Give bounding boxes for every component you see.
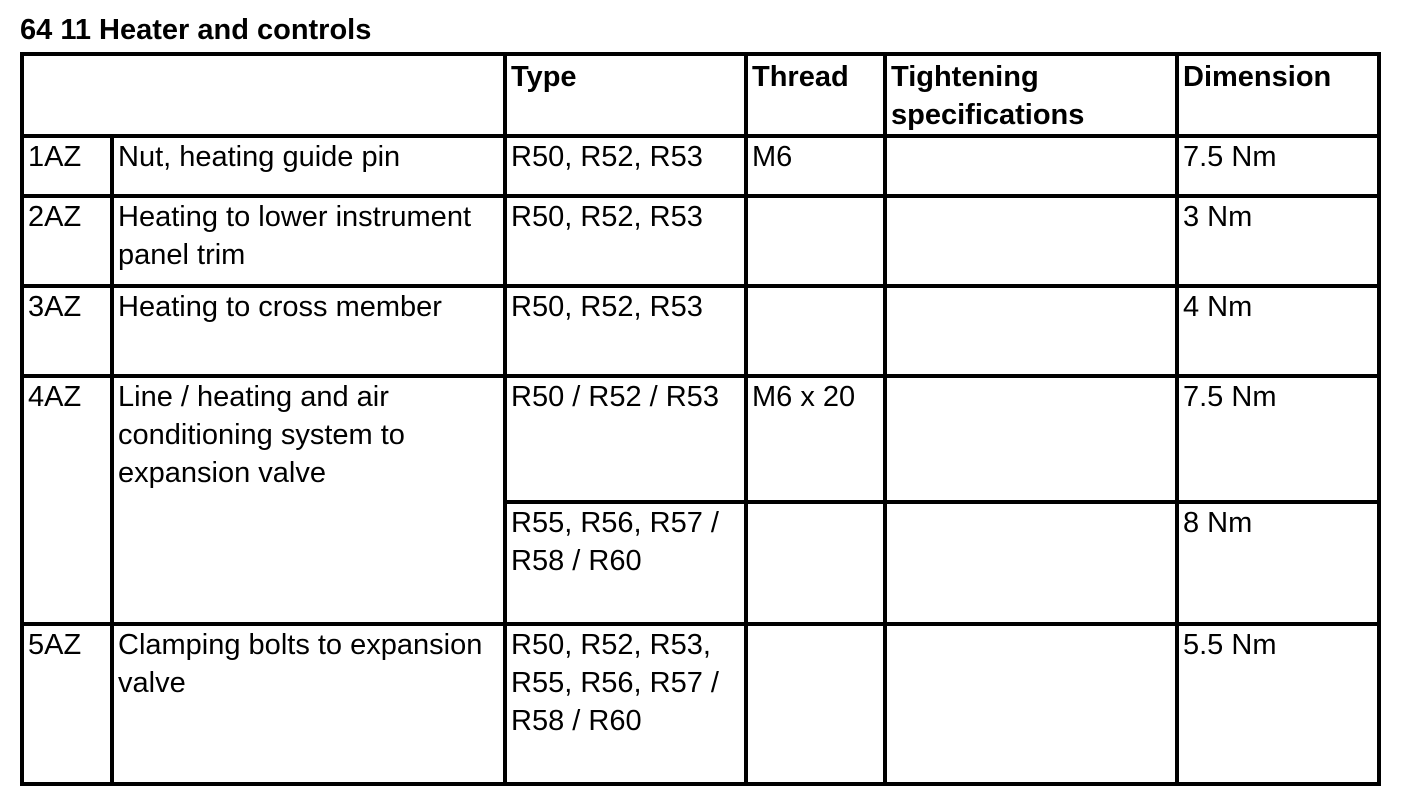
row-thread: M6 x 20 [746,376,885,502]
header-dimension: Dimension [1177,54,1379,136]
row-tightening [885,196,1177,286]
row-dimension: 7.5 Nm [1177,136,1379,196]
row-thread: M6 [746,136,885,196]
row-thread [746,286,885,376]
header-item [22,54,505,136]
header-type: Type [505,54,746,136]
header-thread: Thread [746,54,885,136]
row-description: Clamping bolts to expansion valve [112,624,505,784]
row-position: 2AZ [22,196,112,286]
document-title: 64 11 Heater and controls [20,14,372,46]
row-thread [746,624,885,784]
row-type: R50, R52, R53 [505,286,746,376]
row-position: 5AZ [22,624,112,784]
table-row [22,136,1379,196]
row-type: R50, R52, R53, R55, R56, R57 / R58 / R60 [505,624,746,784]
row-thread [746,196,885,286]
table-row [22,376,1379,502]
header-tightening: Tightening specifications [885,54,1177,136]
row-dimension: 5.5 Nm [1177,624,1379,784]
row-tightening [885,376,1177,502]
specification-table [20,52,1381,786]
row-dimension: 3 Nm [1177,196,1379,286]
row-position: 1AZ [22,136,112,196]
row-dimension: 4 Nm [1177,286,1379,376]
table-row [22,196,1379,286]
row-dimension: 7.5 Nm [1177,376,1379,502]
row-type: R50, R52, R53 [505,196,746,286]
row-dimension: 8 Nm [1177,502,1379,624]
row-tightening [885,624,1177,784]
row-description: Heating to lower instrument panel trim [112,196,505,286]
row-position: 3AZ [22,286,112,376]
table-header-row [22,54,1379,136]
table-row [22,286,1379,376]
row-description: Nut, heating guide pin [112,136,505,196]
row-type: R50, R52, R53 [505,136,746,196]
row-description: Line / heating and air conditioning system to expansion valve [112,376,505,624]
row-tightening [885,286,1177,376]
row-type: R55, R56, R57 / R58 / R60 [505,502,746,624]
row-position: 4AZ [22,376,112,624]
row-thread [746,502,885,624]
row-description: Heating to cross member [112,286,505,376]
row-type: R50 / R52 / R53 [505,376,746,502]
row-tightening [885,136,1177,196]
table-row [22,624,1379,784]
row-tightening [885,502,1177,624]
